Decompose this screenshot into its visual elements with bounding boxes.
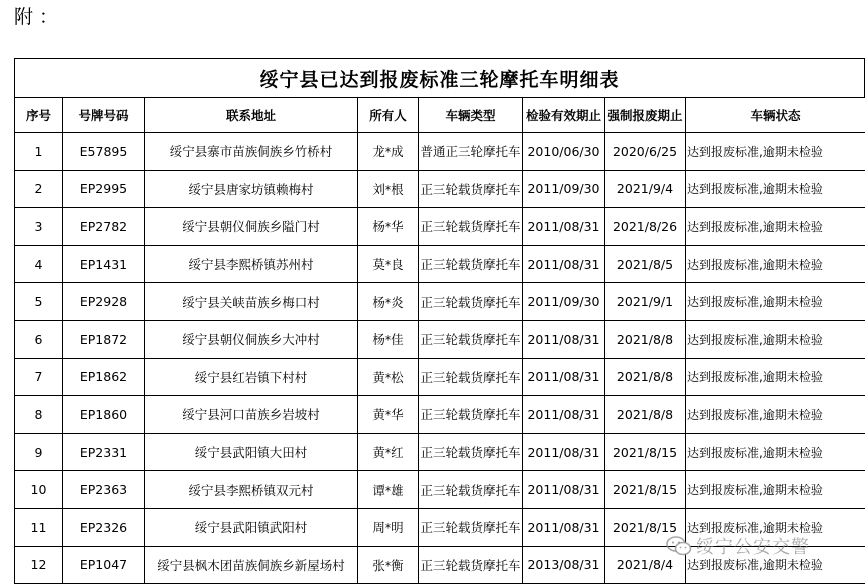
col-header-inspection-expiry: 检验有效期止 (523, 98, 605, 133)
table-row (15, 320, 865, 358)
cell-scrap-deadline: 2020/6/25 (605, 133, 686, 171)
cell-owner: 黄*红 (358, 433, 419, 471)
cell-scrap-deadline: 2021/9/1 (605, 283, 686, 321)
cell-inspection-expiry: 2011/08/31 (523, 208, 605, 246)
cell-plate: EP1862 (63, 358, 145, 396)
cell-scrap-deadline: 2021/9/4 (605, 170, 686, 208)
attachment-note: 附： (14, 6, 65, 28)
cell-status: 达到报废标准,逾期未检验 (686, 508, 865, 546)
col-header-index: 序号 (15, 98, 63, 133)
cell-owner: 黄*松 (358, 358, 419, 396)
cell-plate: EP2363 (63, 471, 145, 509)
cell-index: 6 (15, 320, 63, 358)
cell-vehicle-type: 正三轮载货摩托车 (419, 245, 523, 283)
table-row (15, 546, 865, 584)
cell-plate: EP2782 (63, 208, 145, 246)
cell-vehicle-type: 正三轮载货摩托车 (419, 396, 523, 434)
cell-plate: EP1860 (63, 396, 145, 434)
col-header-owner: 所有人 (358, 98, 419, 133)
cell-scrap-deadline: 2021/8/15 (605, 471, 686, 509)
cell-plate: E57895 (63, 133, 145, 171)
cell-address: 绥宁县红岩镇下村村 (145, 358, 358, 396)
cell-inspection-expiry: 2011/08/31 (523, 508, 605, 546)
cell-scrap-deadline: 2021/8/15 (605, 433, 686, 471)
cell-owner: 刘*根 (358, 170, 419, 208)
cell-index: 9 (15, 433, 63, 471)
cell-index: 3 (15, 208, 63, 246)
table-body (15, 133, 865, 584)
cell-vehicle-type: 正三轮载货摩托车 (419, 433, 523, 471)
cell-plate: EP2928 (63, 283, 145, 321)
table-row (15, 283, 865, 321)
cell-owner: 龙*成 (358, 133, 419, 171)
col-header-address: 联系地址 (145, 98, 358, 133)
cell-address: 绥宁县朝仪侗族乡隘门村 (145, 208, 358, 246)
cell-status: 达到报废标准,逾期未检验 (686, 546, 865, 584)
cell-owner: 黄*华 (358, 396, 419, 434)
cell-inspection-expiry: 2011/09/30 (523, 283, 605, 321)
cell-scrap-deadline: 2021/8/4 (605, 546, 686, 584)
cell-inspection-expiry: 2011/08/31 (523, 358, 605, 396)
col-header-plate: 号牌号码 (63, 98, 145, 133)
table-row (15, 508, 865, 546)
cell-status: 达到报废标准,逾期未检验 (686, 396, 865, 434)
cell-inspection-expiry: 2011/08/31 (523, 320, 605, 358)
cell-vehicle-type: 正三轮载货摩托车 (419, 170, 523, 208)
cell-scrap-deadline: 2021/8/26 (605, 208, 686, 246)
cell-scrap-deadline: 2021/8/8 (605, 396, 686, 434)
cell-inspection-expiry: 2011/08/31 (523, 433, 605, 471)
table-header-row (15, 98, 865, 133)
table-row (15, 471, 865, 509)
cell-scrap-deadline: 2021/8/15 (605, 508, 686, 546)
cell-vehicle-type: 正三轮载货摩托车 (419, 208, 523, 246)
cell-inspection-expiry: 2011/09/30 (523, 170, 605, 208)
cell-address: 绥宁县寨市苗族侗族乡竹桥村 (145, 133, 358, 171)
cell-vehicle-type: 正三轮载货摩托车 (419, 358, 523, 396)
table-row (15, 358, 865, 396)
cell-index: 11 (15, 508, 63, 546)
col-header-vehicle-type: 车辆类型 (419, 98, 523, 133)
cell-address: 绥宁县李熙桥镇苏州村 (145, 245, 358, 283)
cell-owner: 莫*良 (358, 245, 419, 283)
cell-scrap-deadline: 2021/8/8 (605, 320, 686, 358)
cell-address: 绥宁县河口苗族乡岩坡村 (145, 396, 358, 434)
cell-vehicle-type: 正三轮载货摩托车 (419, 283, 523, 321)
cell-scrap-deadline: 2021/8/8 (605, 358, 686, 396)
table-row (15, 396, 865, 434)
cell-status: 达到报废标准,逾期未检验 (686, 471, 865, 509)
table-row (15, 245, 865, 283)
cell-inspection-expiry: 2011/08/31 (523, 471, 605, 509)
vehicle-table-container (14, 58, 865, 584)
cell-vehicle-type: 正三轮载货摩托车 (419, 320, 523, 358)
table-title: 绥宁县已达到报废标准三轮摩托车明细表 (14, 58, 865, 97)
cell-plate: EP2326 (63, 508, 145, 546)
table-row (15, 170, 865, 208)
cell-status: 达到报废标准,逾期未检验 (686, 245, 865, 283)
cell-plate: EP1047 (63, 546, 145, 584)
cell-index: 10 (15, 471, 63, 509)
cell-status: 达到报废标准,逾期未检验 (686, 358, 865, 396)
cell-index: 5 (15, 283, 63, 321)
cell-address: 绥宁县朝仪侗族乡大冲村 (145, 320, 358, 358)
cell-inspection-expiry: 2010/06/30 (523, 133, 605, 171)
cell-owner: 谭*雄 (358, 471, 419, 509)
cell-plate: EP1431 (63, 245, 145, 283)
cell-scrap-deadline: 2021/8/5 (605, 245, 686, 283)
table-row (15, 433, 865, 471)
cell-address: 绥宁县武阳镇武阳村 (145, 508, 358, 546)
cell-vehicle-type: 正三轮载货摩托车 (419, 508, 523, 546)
cell-inspection-expiry: 2011/08/31 (523, 396, 605, 434)
cell-owner: 周*明 (358, 508, 419, 546)
cell-owner: 杨*华 (358, 208, 419, 246)
cell-status: 达到报废标准,逾期未检验 (686, 433, 865, 471)
cell-owner: 杨*炎 (358, 283, 419, 321)
cell-status: 达到报废标准,逾期未检验 (686, 320, 865, 358)
cell-address: 绥宁县唐家坊镇赖梅村 (145, 170, 358, 208)
cell-plate: EP2995 (63, 170, 145, 208)
cell-plate: EP1872 (63, 320, 145, 358)
cell-owner: 张*衡 (358, 546, 419, 584)
cell-vehicle-type: 普通正三轮摩托车 (419, 133, 523, 171)
cell-address: 绥宁县武阳镇大田村 (145, 433, 358, 471)
cell-status: 达到报废标准,逾期未检验 (686, 133, 865, 171)
cell-address: 绥宁县关峡苗族乡梅口村 (145, 283, 358, 321)
cell-index: 4 (15, 245, 63, 283)
vehicle-table (14, 97, 865, 584)
cell-address: 绥宁县枫木团苗族侗族乡新屋场村 (145, 546, 358, 584)
cell-owner: 杨*佳 (358, 320, 419, 358)
cell-status: 达到报废标准,逾期未检验 (686, 208, 865, 246)
cell-index: 12 (15, 546, 63, 584)
col-header-scrap-deadline: 强制报废期止 (605, 98, 686, 133)
cell-status: 达到报废标准,逾期未检验 (686, 283, 865, 321)
table-row (15, 133, 865, 171)
cell-inspection-expiry: 2013/08/31 (523, 546, 605, 584)
cell-address: 绥宁县李熙桥镇双元村 (145, 471, 358, 509)
table-row (15, 208, 865, 246)
cell-plate: EP2331 (63, 433, 145, 471)
cell-vehicle-type: 正三轮载货摩托车 (419, 546, 523, 584)
col-header-status: 车辆状态 (686, 98, 865, 133)
cell-index: 7 (15, 358, 63, 396)
cell-index: 2 (15, 170, 63, 208)
cell-status: 达到报废标准,逾期未检验 (686, 170, 865, 208)
cell-index: 1 (15, 133, 63, 171)
cell-index: 8 (15, 396, 63, 434)
watermark-text: 绥宁公安交警 (696, 537, 810, 558)
cell-vehicle-type: 正三轮载货摩托车 (419, 471, 523, 509)
cell-inspection-expiry: 2011/08/31 (523, 245, 605, 283)
